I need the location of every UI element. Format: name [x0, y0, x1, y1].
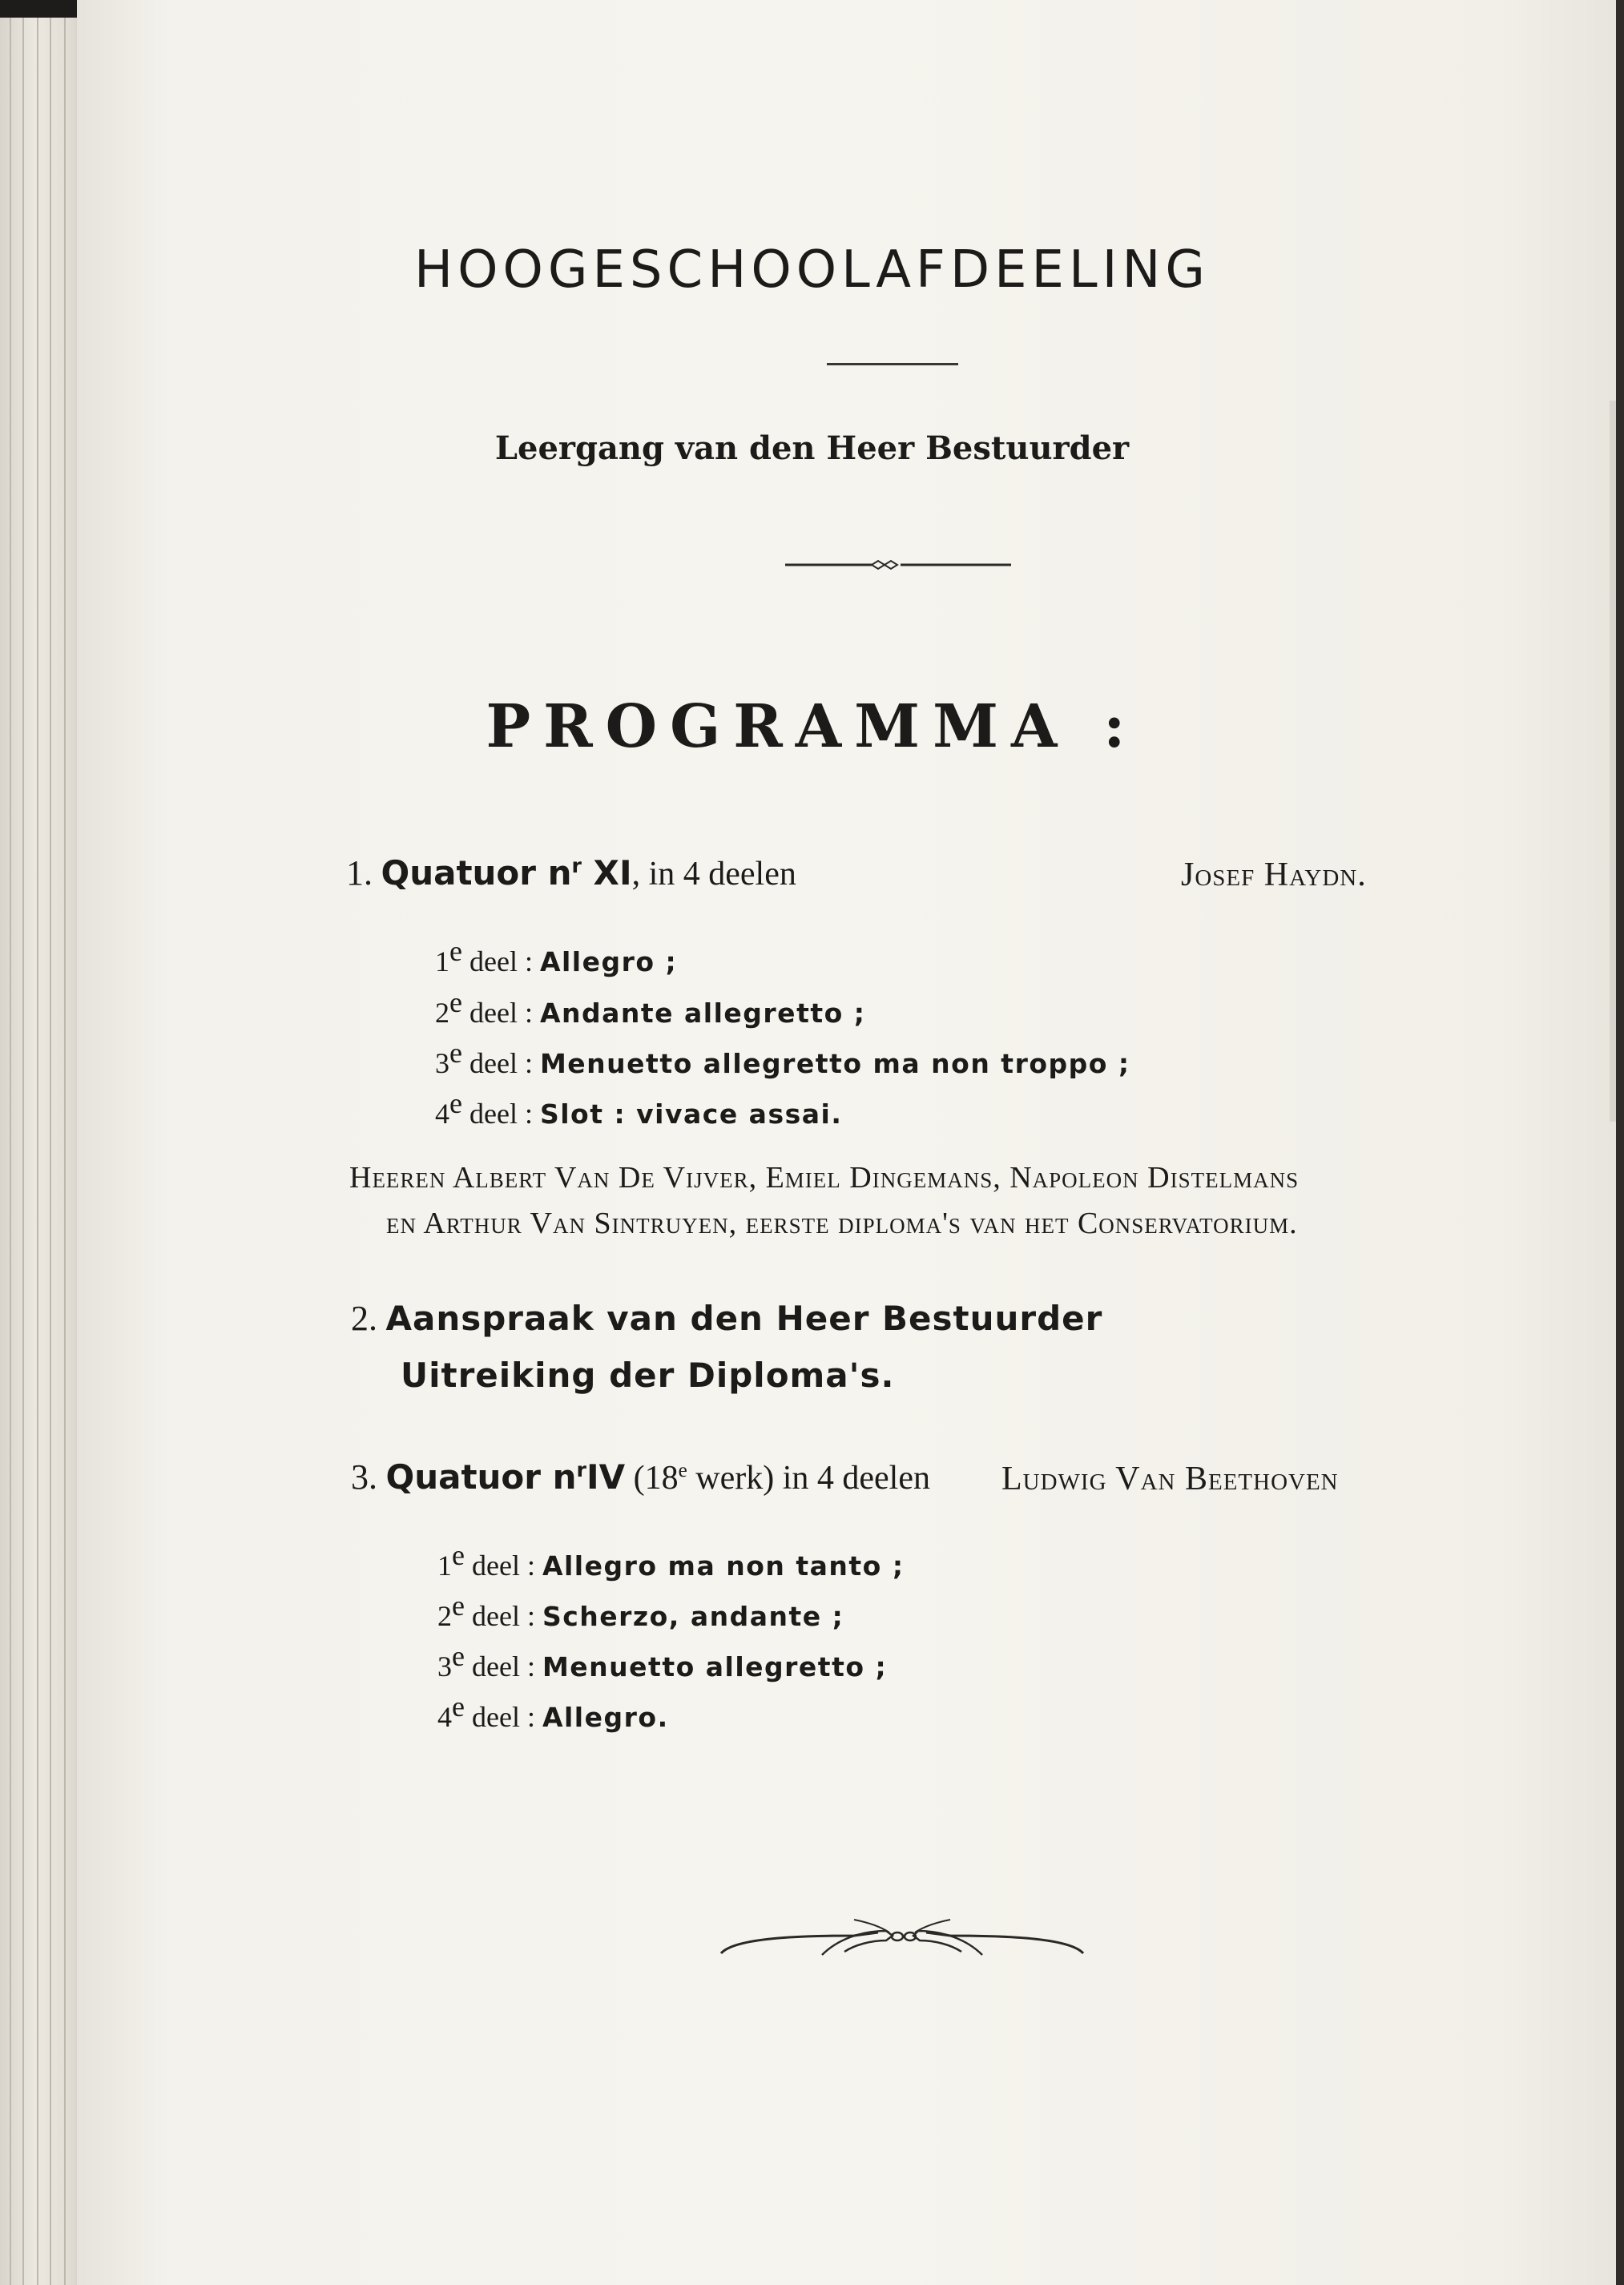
- right-shadow: [1616, 0, 1624, 2285]
- movement-row: 1e deel : Allegro ;: [435, 935, 678, 977]
- performers-line-2: en Arthur Van Sintruyen, eerste diploma's van het Conservatorium.: [386, 1207, 1298, 1240]
- movement-row: 4e deel : Slot : vivace assai.: [435, 1087, 843, 1130]
- movement-row: 2e deel : Scherzo, andante ;: [437, 1590, 844, 1632]
- movement-value: Allegro ;: [539, 946, 678, 977]
- right-page-edge: [1610, 401, 1616, 1122]
- item-title-rest: (18e werk) in 4 deelen: [625, 1460, 930, 1497]
- programma-heading: PROGRAMMA :: [486, 692, 1138, 761]
- movement-value: Slot : vivace assai.: [539, 1098, 843, 1130]
- item-number: 2.: [351, 1299, 377, 1338]
- program-item-3: [351, 1457, 930, 1497]
- department-title: HOOGESCHOOLAFDEELING: [414, 240, 1210, 300]
- movement-row: 1e deel : Allegro ma non tanto ;: [437, 1539, 905, 1582]
- subtitle: Leergang van den Heer Bestuurder: [494, 429, 1130, 467]
- top-shadow: [0, 0, 77, 18]
- item-title: Quatuor $n^r$ XI: [381, 853, 632, 893]
- movement-value: Allegro ma non tanto ;: [542, 1550, 905, 1582]
- movement-row: 3e deel : Menuetto allegretto ma non troppo ;: [435, 1037, 1130, 1079]
- composer-beethoven: Ludwig Van Beethoven: [1001, 1461, 1339, 1497]
- item-number: 1.: [346, 853, 373, 893]
- movement-row: 3e deel : Menuetto allegretto ;: [437, 1640, 888, 1683]
- program-item-2: [351, 1298, 1102, 1339]
- item-title-rest: , in 4 deelen: [631, 856, 796, 893]
- program-item-1: [346, 852, 796, 893]
- ornament-divider: [782, 553, 1014, 577]
- flourish-ornament: [718, 1907, 1086, 1971]
- movement-value: Scherzo, andante ;: [542, 1601, 844, 1632]
- movement-row: 2e deel : Andante allegretto ;: [435, 986, 866, 1029]
- title-rule: [827, 363, 958, 365]
- movement-value: Andante allegretto ;: [539, 997, 866, 1029]
- movement-value: Allegro.: [542, 1702, 669, 1733]
- item-number: 3.: [351, 1457, 377, 1497]
- composer-haydn: Josef Haydn.: [1181, 856, 1367, 893]
- item-title: Aanspraak van den Heer Bestuurder: [385, 1299, 1103, 1338]
- item-subtitle: Uitreiking der Diploma's.: [401, 1356, 895, 1395]
- movement-value: Menuetto allegretto ma non troppo ;: [539, 1048, 1130, 1079]
- performers-line-1: Heeren Albert Van De Vijver, Emiel Dingemans, Napoleon Distelmans: [349, 1161, 1300, 1195]
- movement-value: Menuetto allegretto ;: [542, 1651, 888, 1683]
- movement-row: 4e deel : Allegro.: [437, 1691, 669, 1733]
- item-title: Quatuor $n^rIV$: [385, 1457, 626, 1497]
